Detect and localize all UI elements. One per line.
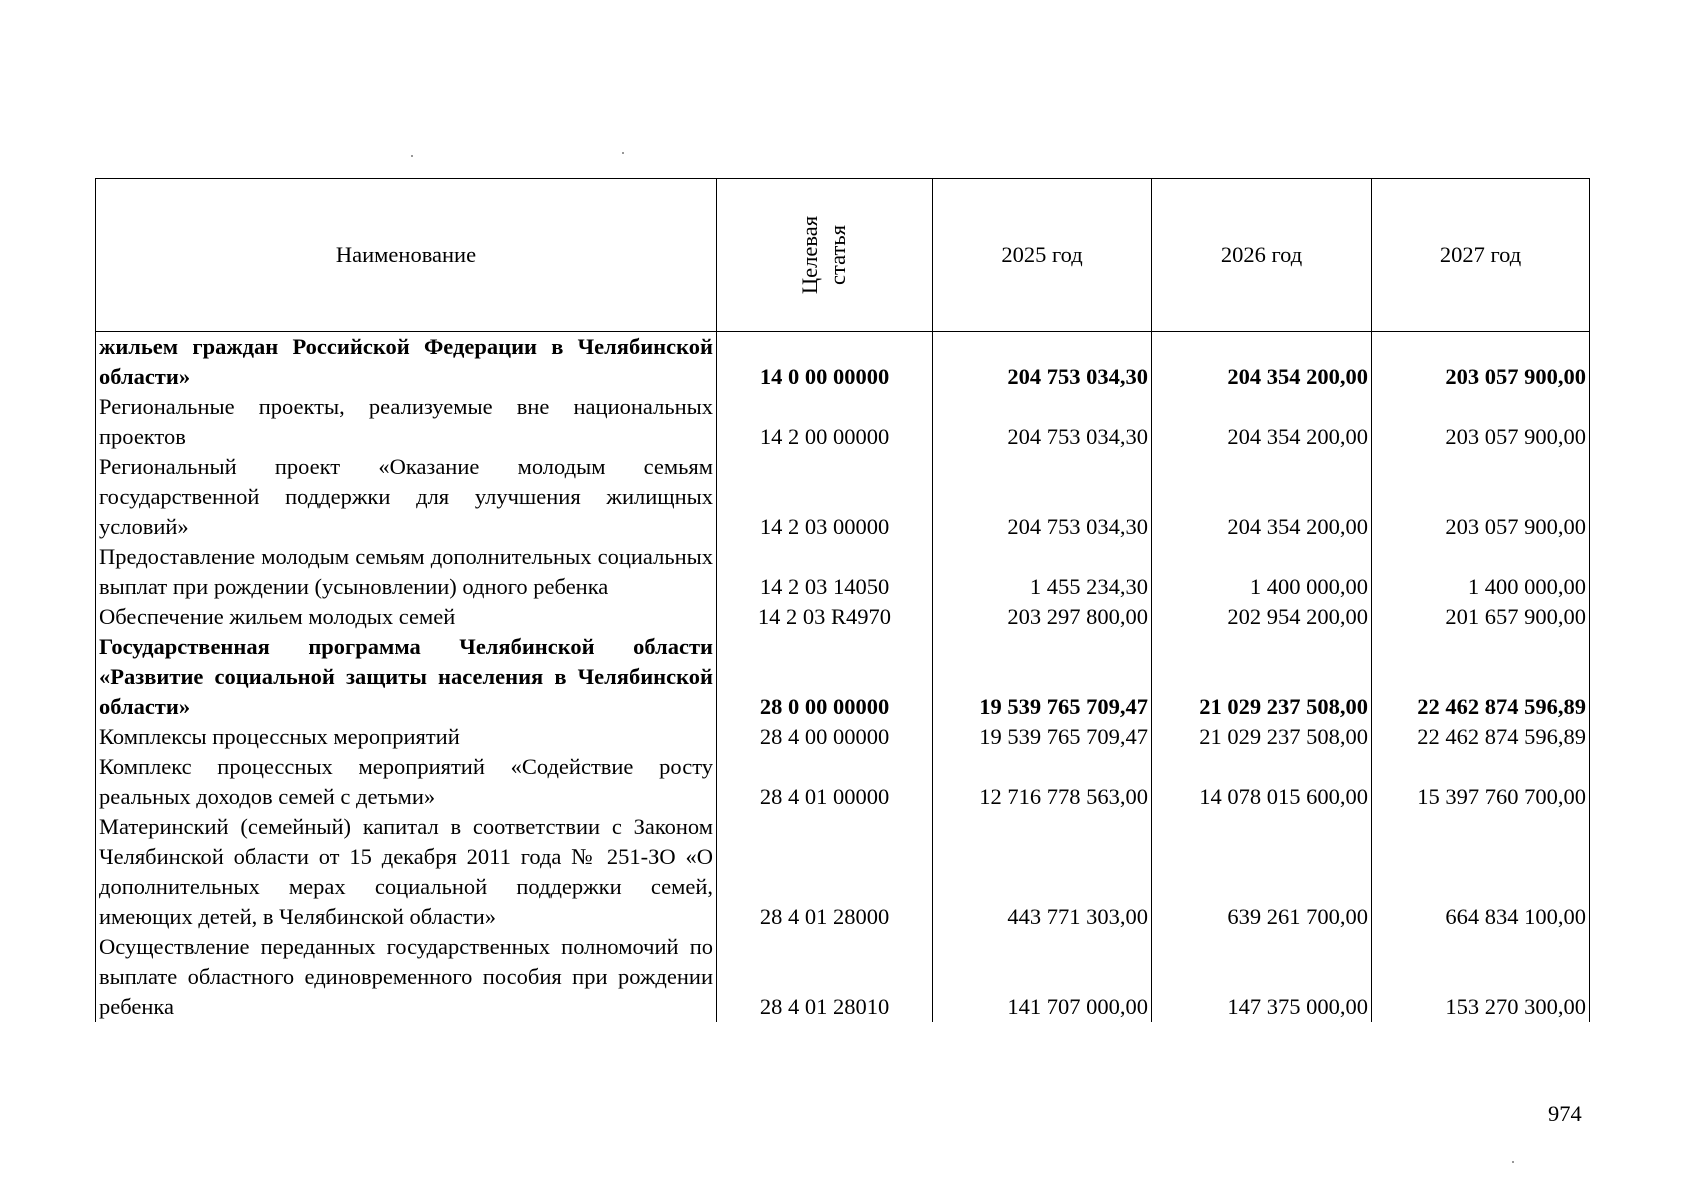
row-code: 28 4 01 28010 [717, 932, 933, 1022]
row-name: Предоставление молодым семьям дополнительных социальных выплат при рождении (усыновлении) одного ребенка [96, 542, 717, 602]
row-code: 28 0 00 00000 [717, 632, 933, 722]
row-code: 28 4 00 00000 [717, 722, 933, 752]
row-value-2025: 141 707 000,00 [933, 932, 1152, 1022]
row-value-2025: 203 297 800,00 [933, 602, 1152, 632]
header-name: Наименование [96, 179, 717, 332]
row-code: 14 2 03 14050 [717, 542, 933, 602]
page-number: 974 [1548, 1101, 1582, 1126]
table-row [96, 452, 1590, 542]
row-value-2026: 204 354 200,00 [1152, 332, 1372, 393]
header-2027: 2027 год [1372, 179, 1590, 332]
header-2025: 2025 год [933, 179, 1152, 332]
row-value-2027: 1 400 000,00 [1372, 542, 1590, 602]
row-value-2026: 204 354 200,00 [1152, 452, 1372, 542]
row-value-2025: 204 753 034,30 [933, 332, 1152, 393]
row-value-2025: 19 539 765 709,47 [933, 632, 1152, 722]
header-2026: 2026 год [1152, 179, 1372, 332]
row-value-2025: 204 753 034,30 [933, 452, 1152, 542]
row-name: жильем граждан Российской Федерации в Челябинской области» [96, 332, 717, 393]
row-name: Региональные проекты, реализуемые вне национальных проектов [96, 392, 717, 452]
row-value-2027: 201 657 900,00 [1372, 602, 1590, 632]
header-code-line2: статья [825, 224, 851, 285]
row-code: 14 2 03 R4970 [717, 602, 933, 632]
table-row [96, 542, 1590, 602]
row-value-2025: 12 716 778 563,00 [933, 752, 1152, 812]
row-value-2026: 639 261 700,00 [1152, 812, 1372, 932]
header-code-line1: Целевая [797, 215, 823, 294]
row-value-2026: 202 954 200,00 [1152, 602, 1372, 632]
row-code: 28 4 01 00000 [717, 752, 933, 812]
row-name: Региональный проект «Оказание молодым семьям государственной поддержки для улучшения жилищных условий» [96, 452, 717, 542]
row-value-2027: 203 057 900,00 [1372, 392, 1590, 452]
table-header-row [96, 179, 1590, 332]
row-value-2026: 204 354 200,00 [1152, 392, 1372, 452]
scan-speck [1512, 1161, 1514, 1163]
row-value-2026: 21 029 237 508,00 [1152, 722, 1372, 752]
row-value-2026: 1 400 000,00 [1152, 542, 1372, 602]
row-code: 14 2 03 00000 [717, 452, 933, 542]
row-value-2027: 203 057 900,00 [1372, 332, 1590, 393]
row-name: Материнский (семейный) капитал в соответствии с Законом Челябинской области от 15 декабря 2011 года № 251-ЗО «О дополнительных мерах социальной поддержки семей, имеющих детей, в Челябинской области» [96, 812, 717, 932]
table-row [96, 722, 1590, 752]
row-value-2025: 204 753 034,30 [933, 392, 1152, 452]
row-value-2027: 15 397 760 700,00 [1372, 752, 1590, 812]
row-value-2025: 1 455 234,30 [933, 542, 1152, 602]
row-value-2025: 443 771 303,00 [933, 812, 1152, 932]
scan-speck [411, 155, 413, 157]
row-value-2026: 147 375 000,00 [1152, 932, 1372, 1022]
budget-table [95, 178, 1590, 1022]
scan-speck [622, 152, 624, 154]
header-code [717, 179, 933, 332]
table-row [96, 602, 1590, 632]
row-name: Комплексы процессных мероприятий [96, 722, 717, 752]
row-value-2027: 153 270 300,00 [1372, 932, 1590, 1022]
row-value-2026: 14 078 015 600,00 [1152, 752, 1372, 812]
table-row [96, 332, 1590, 393]
row-value-2027: 664 834 100,00 [1372, 812, 1590, 932]
row-code: 28 4 01 28000 [717, 812, 933, 932]
table-row [96, 632, 1590, 722]
row-name: Комплекс процессных мероприятий «Содействие росту реальных доходов семей с детьми» [96, 752, 717, 812]
table-row [96, 812, 1590, 932]
row-value-2027: 203 057 900,00 [1372, 452, 1590, 542]
row-code: 14 2 00 00000 [717, 392, 933, 452]
row-value-2027: 22 462 874 596,89 [1372, 632, 1590, 722]
row-name: Осуществление переданных государственных полномочий по выплате областного единовременного пособия при рождении ребенка [96, 932, 717, 1022]
row-name: Обеспечение жильем молодых семей [96, 602, 717, 632]
table-body [96, 332, 1590, 1023]
row-value-2026: 21 029 237 508,00 [1152, 632, 1372, 722]
table-row [96, 392, 1590, 452]
table-row [96, 752, 1590, 812]
row-code: 14 0 00 00000 [717, 332, 933, 393]
row-name: Государственная программа Челябинской области «Развитие социальной защиты населения в Челябинской области» [96, 632, 717, 722]
table-row [96, 932, 1590, 1022]
row-value-2025: 19 539 765 709,47 [933, 722, 1152, 752]
row-value-2027: 22 462 874 596,89 [1372, 722, 1590, 752]
